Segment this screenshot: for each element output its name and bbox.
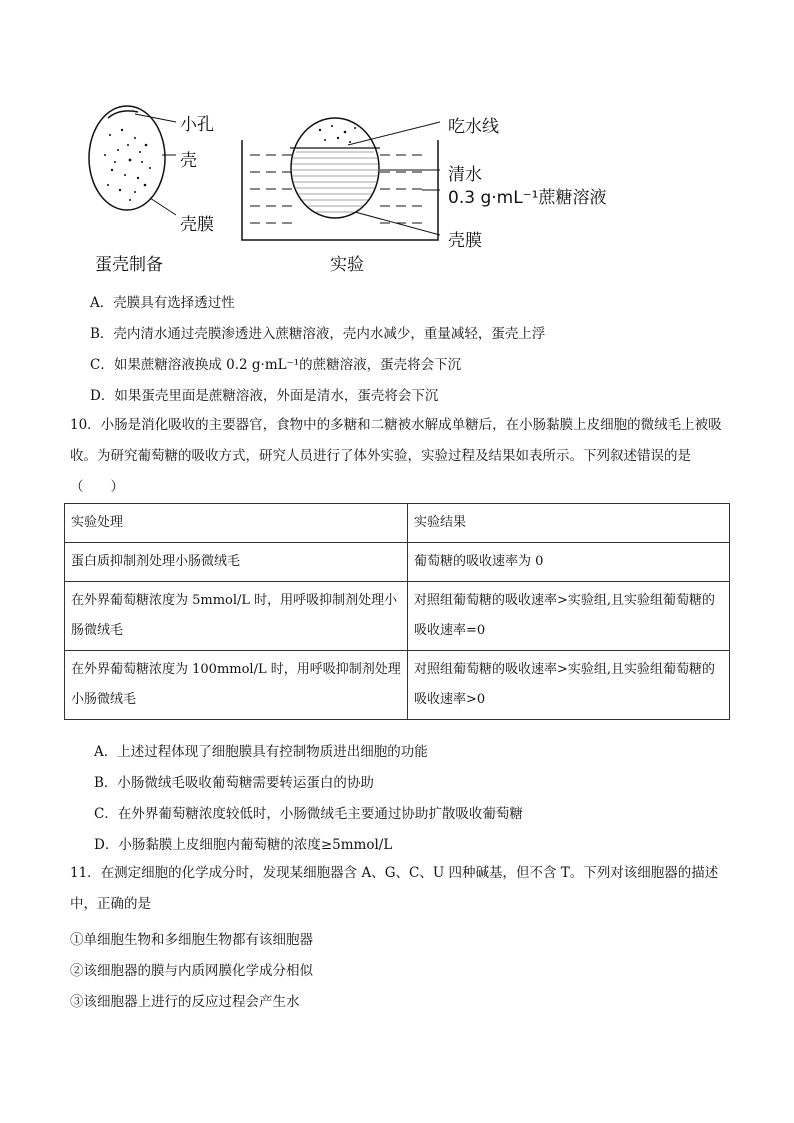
label-sucrose: 0.3 g·mL⁻¹蔗糖溶液 bbox=[448, 188, 607, 208]
experiment-figure bbox=[80, 100, 640, 280]
label-membrane-left: 壳膜 bbox=[180, 215, 214, 235]
q10-option-c: C．在外界葡萄糖浓度较低时，小肠微绒毛主要通过协助扩散吸收葡萄糖 bbox=[94, 806, 523, 822]
q11-item-1: ①单细胞生物和多细胞生物都有该细胞器 bbox=[70, 932, 313, 948]
label-clear-water: 清水 bbox=[448, 165, 482, 185]
table-cell: 在外界葡萄糖浓度为 5mmol/L 时，用呼吸抑制剂处理小肠微绒毛 bbox=[65, 582, 408, 651]
table-header-cell: 实验处理 bbox=[65, 504, 408, 543]
q10-option-b: B．小肠微绒毛吸收葡萄糖需要转运蛋白的协助 bbox=[94, 775, 374, 791]
table-cell: 对照组葡萄糖的吸收速率>实验组,且实验组葡萄糖的吸收速率>0 bbox=[408, 651, 730, 720]
table-row bbox=[65, 582, 730, 651]
q11-item-3: ③该细胞器上进行的反应过程会产生水 bbox=[70, 994, 300, 1010]
table-cell: 葡萄糖的吸收速率为 0 bbox=[408, 543, 730, 582]
table-cell: 在外界葡萄糖浓度为 100mmol/L 时，用呼吸抑制剂处理小肠微绒毛 bbox=[65, 651, 408, 720]
q9-option-c: C．如果蔗糖溶液换成 0.2 g·mL⁻¹的蔗糖溶液，蛋壳将会下沉 bbox=[90, 357, 462, 373]
q11-item-2: ②该细胞器的膜与内质网膜化学成分相似 bbox=[70, 963, 313, 979]
q11-stem: 11．在测定细胞的化学成分时，发现某细胞器含 A、G、C、U 四种碱基，但不含 T。下列对该细胞器的描述中，正确的是 bbox=[70, 865, 719, 912]
q10-stem: 10．小肠是消化吸收的主要器官，食物中的多糖和二糖被水解成单糖后，在小肠黏膜上皮细胞的微绒毛上被吸收。为研究葡萄糖的吸收方式，研究人员进行了体外实验，实验过程及结果如表所示。下列叙述错误的是（ ） bbox=[70, 417, 722, 495]
table-cell: 对照组葡萄糖的吸收速率>实验组,且实验组葡萄糖的吸收速率=0 bbox=[408, 582, 730, 651]
experiment-table bbox=[64, 503, 730, 720]
label-hole: 小孔 bbox=[180, 115, 214, 135]
caption-right: 实验 bbox=[330, 255, 364, 275]
label-shell: 壳 bbox=[180, 151, 197, 171]
q10-option-a: A．上述过程体现了细胞膜具有控制物质进出细胞的功能 bbox=[94, 744, 428, 760]
q9-option-d: D．如果蛋壳里面是蔗糖溶液，外面是清水，蛋壳将会下沉 bbox=[90, 388, 439, 404]
q9-option-a: A．壳膜具有选择透过性 bbox=[90, 295, 235, 311]
label-membrane-right: 壳膜 bbox=[448, 231, 482, 251]
table-cell: 蛋白质抑制剂处理小肠微绒毛 bbox=[65, 543, 408, 582]
egg-in-beaker bbox=[291, 118, 379, 218]
q10-option-d: D．小肠黏膜上皮细胞内葡萄糖的浓度≥5mmol/L bbox=[94, 837, 393, 853]
label-water-line: 吃水线 bbox=[448, 117, 499, 137]
table-header-cell: 实验结果 bbox=[408, 504, 730, 543]
caption-left: 蛋壳制备 bbox=[95, 255, 163, 275]
table-row bbox=[65, 543, 730, 582]
egg-shell-outline bbox=[89, 106, 165, 210]
q9-option-b: B．壳内清水通过壳膜渗透进入蔗糖溶液，壳内水减少，重量减轻，蛋壳上浮 bbox=[90, 326, 546, 342]
table-header-row bbox=[65, 504, 730, 543]
table-row bbox=[65, 651, 730, 720]
egg-pores bbox=[104, 129, 151, 201]
